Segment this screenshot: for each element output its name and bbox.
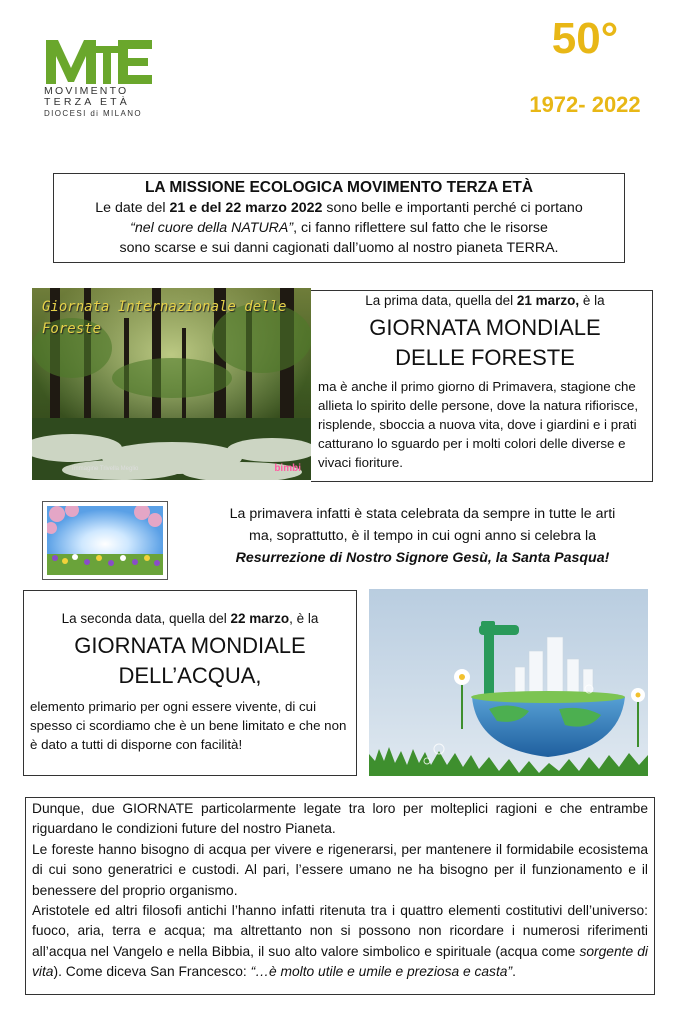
mission-line-2 xyxy=(54,218,624,238)
conclusion-box xyxy=(25,797,655,995)
water-intro xyxy=(30,611,350,626)
conclusion-paragraph-1: Dunque, due GIORNATE particolarmente legate tra loro per molteplici ragioni e che entrambe riguardano le condizioni future del nostro Pianeta. xyxy=(32,801,648,837)
water-illustration xyxy=(369,589,648,776)
mission-dates: 21 e del 22 marzo 2022 xyxy=(169,200,323,216)
spring-illustration xyxy=(47,506,163,575)
water-image xyxy=(369,589,648,776)
logo-line-1: MOVIMENTO xyxy=(44,85,129,97)
mission-title: LA MISSIONE ECOLOGICA MOVIMENTO TERZA ETÀ xyxy=(144,179,534,196)
spring-line-3: Resurrezione di Nostro Signore Gesù, la Santa Pasqua! xyxy=(235,550,610,566)
forest-image xyxy=(32,288,311,480)
forest-intro-text: è la xyxy=(579,293,605,308)
forest-image-title xyxy=(42,296,286,340)
water-intro-text: La seconda data, quella del xyxy=(61,611,231,626)
water-intro-text: , è la xyxy=(289,611,319,626)
forest-image-title-line-2: Foreste xyxy=(42,321,102,337)
forest-day-title: GIORNATA MONDIALE xyxy=(369,315,601,340)
forest-date: 21 marzo, xyxy=(516,293,580,308)
forest-day-subtitle: DELLE FORESTE xyxy=(395,345,575,370)
conclusion-text: . xyxy=(512,964,516,980)
years-label: 1972- 2022 xyxy=(529,92,641,117)
anniversary-label: 50° xyxy=(551,14,619,63)
forest-intro-text: La prima data, quella del xyxy=(365,293,517,308)
conclusion-paragraph-2: Le foreste hanno bisogno di acqua per vivere e rigenerarsi, per mantenere il formidabile ecosistema di cui sono generatrici e custodi. Al pari, l’essere umano ne ha bisogno per il funzionamento e il benessere del proprio organismo. xyxy=(32,841,648,898)
mission-box xyxy=(53,173,625,263)
mission-line-3: sono scarse e sui danni cagionati dall’uomo al nostro pianeta TERRA. xyxy=(119,240,559,256)
logo xyxy=(44,34,164,129)
conclusion-text: Aristotele ed altri filosofi antichi l’hanno infatti ritenuta tra i quattro elementi costitutivi dell’universo: fuoco, aria, terra e acqua; ma altrettanto non si possono non ricordare i numerosi riferimenti all’acqua nel Vangelo e nella Bibbia, il suo alto valore simbolico e spirituale (acqua come xyxy=(32,903,648,959)
mission-text: Le date del xyxy=(95,200,170,216)
mission-quote: “nel cuore della NATURA” xyxy=(130,220,294,236)
forest-image-credit: Immagine Trivella Meglio xyxy=(72,466,139,472)
mission-line-1 xyxy=(54,198,624,218)
conclusion-paragraph-3 xyxy=(32,901,648,983)
spring-image xyxy=(42,501,168,580)
conclusion-emphasis: sorgente di vita xyxy=(32,943,648,980)
water-day-subtitle: DELL’ACQUA, xyxy=(118,663,262,688)
spring-text xyxy=(180,503,665,569)
mte-logo-mark xyxy=(44,34,154,86)
water-body: elemento primario per ogni essere vivente, di cui spesso ci scordiamo che è un bene limitato e che non è dato a tutti di disporne con facilità! xyxy=(30,699,347,752)
mission-text: sono belle e importanti perché ci portano xyxy=(322,200,583,216)
logo-line-2: TERZA ETÀ xyxy=(44,96,130,108)
logo-line-3: DIOCESI di MILANO xyxy=(44,109,143,118)
forest-image-brand: bimbi xyxy=(274,463,301,474)
mission-text: , ci fanno riflettere sul fatto che le risorse xyxy=(293,220,548,236)
spring-line-2: ma, soprattutto, è il tempo in cui ogni anno si celebra la xyxy=(249,528,596,544)
water-day-title: GIORNATA MONDIALE xyxy=(74,633,306,658)
forest-body: ma è anche il primo giorno di Primavera, stagione che allieta lo spirito delle persone, dove la natura rifiorisce, risplende, sboccia a nuova vita, dove i giardini e i prati catturano lo sguardo per i molti colori delle diverse e vivaci fioriture. xyxy=(318,379,639,470)
saint-francis-quote: “…è molto utile e umile e preziosa e casta” xyxy=(250,964,513,980)
forest-image-title-line-1: Giornata Internazionale delle xyxy=(42,299,287,315)
spring-line-1: La primavera infatti è stata celebrata da sempre in tutte le arti xyxy=(229,506,616,522)
water-date: 22 marzo xyxy=(230,611,290,626)
conclusion-text: ). Come diceva San Francesco: xyxy=(53,964,251,980)
forest-intro xyxy=(320,293,650,308)
